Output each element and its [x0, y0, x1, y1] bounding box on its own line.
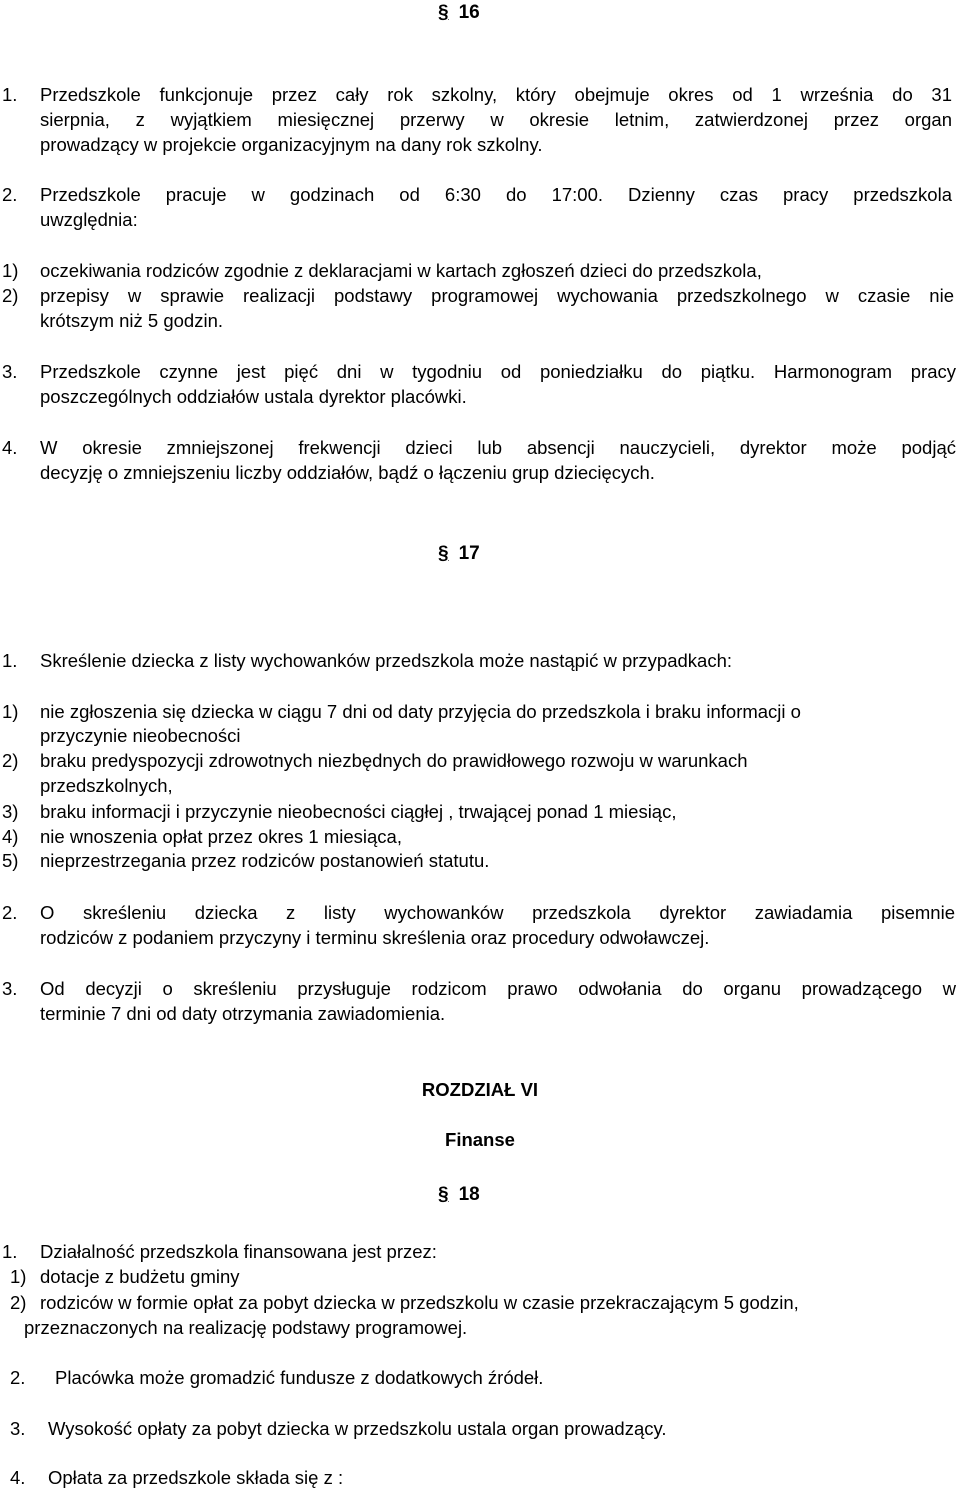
paragraph-number: 1. — [2, 84, 18, 105]
section-sign: § — [438, 1184, 449, 1205]
paragraph-number: 1. — [2, 1241, 18, 1262]
section-heading-17 — [438, 541, 480, 567]
paragraph-number: 4. — [10, 1467, 26, 1488]
list-item-text: przeznaczonych na realizację podstawy programowej. — [24, 1317, 468, 1338]
list-item-number: 2) — [2, 285, 19, 306]
list-item-number: 1) — [2, 260, 19, 281]
list-item-text: przedszkolnych, — [40, 775, 173, 796]
list-item-number: 2) — [2, 750, 19, 771]
list-item-number: 1) — [2, 701, 19, 722]
paragraph-number: 2. — [10, 1367, 26, 1388]
paragraph-line: Od decyzji o skreśleniu przysługuje rodzicom prawo odwołania do organu prowadzącego w — [40, 978, 956, 999]
list-item-text: rodziców w formie opłat za pobyt dziecka w przedszkolu w czasie przekraczającym 5 godzin, — [40, 1292, 799, 1313]
list-item-text: krótszym niż 5 godzin. — [40, 310, 224, 331]
list-item-number: 5) — [2, 850, 19, 871]
section-heading-18 — [438, 1182, 480, 1208]
paragraph-line: sierpnia, z wyjątkiem miesięcznej przerwy w okresie letnim, zatwierdzonej przez organ — [40, 109, 952, 130]
paragraph-line: Przedszkole funkcjonuje przez cały rok szkolny, który obejmuje okres od 1 września do 31 — [40, 84, 952, 105]
list-item-text: przepisy w sprawie realizacji podstawy programowej wychowania przedszkolnego w czasie nie — [40, 285, 954, 306]
paragraph-line: decyzję o zmniejszeniu liczby oddziałów, bądź o łączeniu grup dziecięcych. — [40, 462, 655, 483]
paragraph-line: Wysokość opłaty za pobyt dziecka w przedszkolu ustala organ prowadzący. — [48, 1418, 667, 1439]
paragraph-line: prowadzący w projekcie organizacyjnym na dany rok szkolny. — [40, 134, 543, 155]
list-item-text: przyczynie nieobecności — [40, 725, 241, 746]
section-number: 16 — [458, 2, 480, 23]
list-item-text: nieprzestrzegania przez rodziców postanowień statutu. — [40, 850, 490, 871]
section-sign: § — [438, 2, 449, 23]
section-number: 18 — [458, 1184, 480, 1205]
paragraph-number: 1. — [2, 650, 18, 671]
chapter-title: ROZDZIAŁ VI — [421, 1079, 539, 1100]
paragraph-line: W okresie zmniejszonej frekwencji dzieci lub absencji nauczycieli, dyrektor może podjąć — [40, 437, 956, 458]
paragraph-line: Przedszkole pracuje w godzinach od 6:30 do 17:00. Dzienny czas pracy przedszkola — [40, 184, 952, 205]
list-item-text: braku predyspozycji zdrowotnych niezbędnych do prawidłowego rozwoju w warunkach — [40, 750, 748, 771]
list-item-number: 3) — [2, 801, 19, 822]
section-sign: § — [438, 543, 449, 564]
list-item-text: dotacje z budżetu gminy — [40, 1266, 240, 1287]
paragraph-line: Placówka może gromadzić fundusze z dodatkowych źródeł. — [55, 1367, 544, 1388]
list-item-number: 4) — [2, 826, 19, 847]
paragraph-line: O skreśleniu dziecka z listy wychowanków przedszkola dyrektor zawiadamia pisemnie — [40, 902, 955, 923]
paragraph-number: 2. — [2, 184, 18, 205]
paragraph-line: terminie 7 dni od daty otrzymania zawiadomienia. — [40, 1003, 446, 1024]
paragraph-line: Działalność przedszkola finansowana jest przez: — [40, 1241, 437, 1262]
section-heading-16 — [438, 0, 480, 26]
list-item-number: 2) — [10, 1292, 27, 1313]
paragraph-number: 3. — [10, 1418, 26, 1439]
section-number: 17 — [458, 543, 480, 564]
list-item-text: nie zgłoszenia się dziecka w ciągu 7 dni od daty przyjęcia do przedszkola i braku informacji o — [40, 701, 801, 722]
list-item-text: oczekiwania rodziców zgodnie z deklaracjami w kartach zgłoszeń dzieci do przedszkola, — [40, 260, 762, 281]
paragraph-number: 3. — [2, 361, 18, 382]
paragraph-number: 2. — [2, 902, 18, 923]
paragraph-number: 4. — [2, 437, 18, 458]
chapter-subtitle: Finanse — [445, 1129, 515, 1150]
paragraph-line: Przedszkole czynne jest pięć dni w tygodniu od poniedziałku do piątku. Harmonogram pracy — [40, 361, 956, 382]
paragraph-line: rodziców z podaniem przyczyny i terminu skreślenia oraz procedury odwoławczej. — [40, 927, 710, 948]
paragraph-number: 3. — [2, 978, 18, 999]
paragraph-line: Opłata za przedszkole składa się z : — [48, 1467, 344, 1488]
paragraph-line: Skreślenie dziecka z listy wychowanków przedszkola może nastąpić w przypadkach: — [40, 650, 732, 671]
list-item-number: 1) — [10, 1266, 27, 1287]
list-item-text: nie wnoszenia opłat przez okres 1 miesiąca, — [40, 826, 402, 847]
paragraph-line: poszczególnych oddziałów ustala dyrektor placówki. — [40, 386, 467, 407]
paragraph-line: uwzględnia: — [40, 209, 138, 230]
list-item-text: braku informacji i przyczynie nieobecności ciągłej , trwającej ponad 1 miesiąc, — [40, 801, 677, 822]
